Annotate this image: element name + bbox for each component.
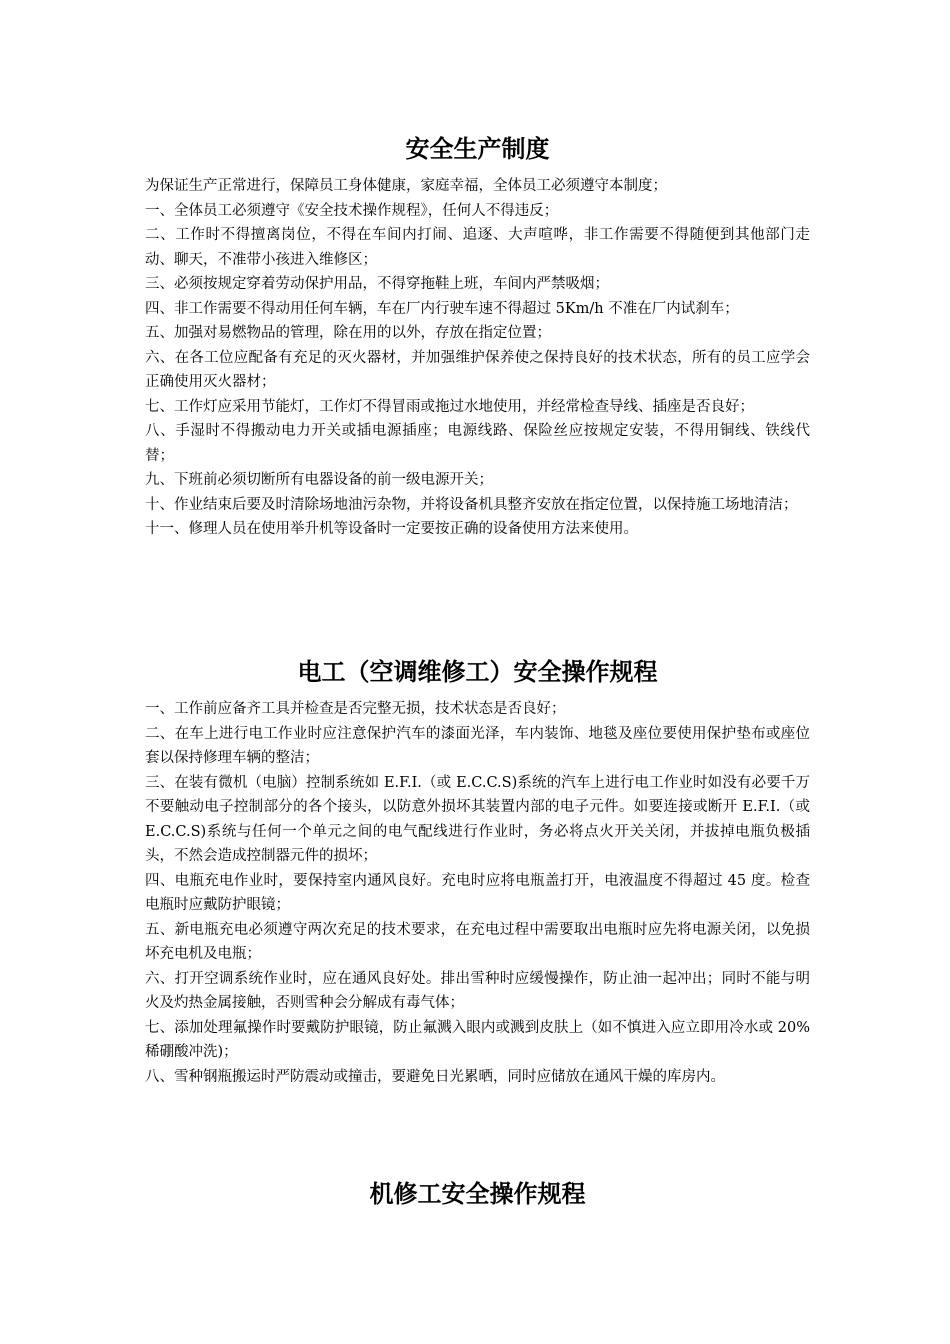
paragraph: 八、雪种钢瓶搬运时严防震动或撞击，要避免日光累晒，同时应储放在通风干燥的库房内。 — [145, 1068, 725, 1085]
section-title: 电工（空调维修工）安全操作规程 — [297, 657, 658, 686]
section-electrician-safety-procedures — [145, 653, 810, 1089]
paragraph: 七、添加处理氟操作时要戴防护眼镜，防止氟溅入眼内或溅到皮肤上（如不慎进入应立即用冷水或 20%稀硼酸冲洗)； — [145, 1019, 810, 1060]
paragraph: 二、在车上进行电工作业时应注意保护汽车的漆面光泽，车内装饰、地毯及座位要使用保护垫布或座位套以保持修理车辆的整洁； — [145, 725, 810, 766]
paragraph: 九、下班前必须切断所有电器设备的前一级电源开关； — [145, 472, 493, 488]
paragraph: 四、电瓶充电作业时，要保持室内通风良好。充电时应将电瓶盖打开，电液温度不得超过 45 度。检查电瓶时应戴防护眼镜； — [145, 872, 810, 913]
paragraph: 三、在装有微机（电脑）控制系统如 E.F.I.（或 E.C.C.S)系统的汽车上进行电工作业时如没有必要千万不要触动电子控制部分的各个接头，以防意外损坏其装置内部的电子元件。如要连接或断开 E.F.I.（或 E.C.C.S)系统与任何一个单元之间的电气配线进行作业时，务必将点火开关关闭，并拔掉电瓶负极插头，不然会造成控制器元件的损坏； — [145, 774, 810, 864]
section-title: 机修工安全操作规程 — [369, 1179, 586, 1208]
paragraph: 十、作业结束后要及时清除场地油污杂物，并将设备机具整齐安放在指定位置，以保持施工场地清洁； — [145, 496, 798, 513]
paragraph: 六、打开空调系统作业时，应在通风良好处。排出雪种时应缓慢操作，防止油一起冲出；同时不能与明火及灼热金属接触，否则雪种会分解成有毒气体； — [145, 970, 810, 1011]
section-title: 安全生产制度 — [405, 134, 550, 163]
paragraph: 四、非工作需要不得动用任何车辆，车在厂内行驶车速不得超过 5Km/h 不准在厂内试刹车； — [145, 300, 739, 317]
section-mechanic-safety-procedures — [145, 1175, 810, 1219]
paragraph: 七、工作灯应采用节能灯，工作灯不得冒雨或拖过水地使用，并经常检查导线、插座是否良好； — [145, 398, 754, 415]
section-safety-production-rules — [145, 130, 810, 542]
paragraph: 六、在各工位应配备有充足的灭火器材，并加强维护保养使之保持良好的技术状态，所有的员工应学会正确使用灭火器材； — [145, 349, 810, 390]
paragraph: 八、手湿时不得搬动电力开关或插电源插座；电源线路、保险丝应按规定安装，不得用铜线、铁线代替； — [145, 423, 810, 464]
paragraph: 为保证生产正常进行，保障员工身体健康，家庭幸福，全体员工必须遵守本制度； — [145, 178, 667, 194]
paragraph: 二、工作时不得擅离岗位，不得在车间内打闹、追逐、大声喧哗，非工作需要不得随便到其他部门走动、聊天，不准带小孩进入维修区； — [145, 227, 810, 268]
paragraph: 三、必须按规定穿着劳动保护用品，不得穿拖鞋上班，车间内严禁吸烟； — [145, 276, 609, 292]
paragraph: 五、新电瓶充电必须遵守两次充足的技术要求，在充电过程中需要取出电瓶时应先将电源关闭，以免损坏充电机及电瓶； — [145, 921, 810, 962]
paragraph: 十一、修理人员在使用举升机等设备时一定要按正确的设备使用方法来使用。 — [145, 521, 638, 537]
paragraph: 五、加强对易燃物品的管理，除在用的以外，存放在指定位置； — [145, 325, 551, 341]
paragraph: 一、工作前应备齐工具并检查是否完整无损，技术状态是否良好； — [145, 701, 566, 717]
paragraph: 一、全体员工必须遵守《安全技术操作规程》，任何人不得违反； — [145, 202, 559, 219]
